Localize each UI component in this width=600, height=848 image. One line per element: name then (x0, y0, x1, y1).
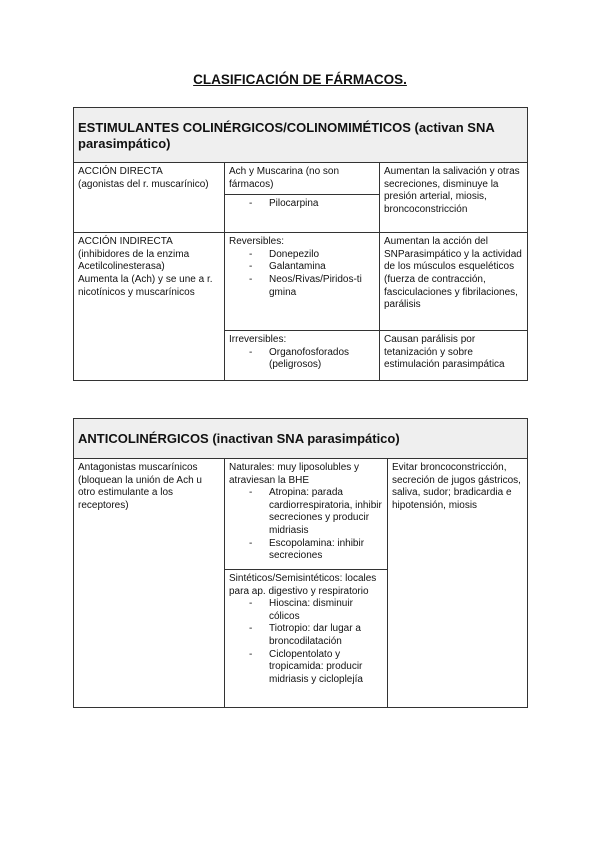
anticolinergicos-table (73, 418, 528, 708)
anticolinergicos-effect-cell: Evitar broncoconstricción, secreción de jugos gástricos, saliva, sudor; bradicardia e hipotensión, miosis (388, 459, 528, 708)
reversibles-cell (225, 233, 380, 331)
accion-directa-label: ACCIÓN DIRECTA (78, 166, 163, 177)
drug-item: - Organofosforados (peligrosos) (229, 347, 375, 372)
sinteticos-drug-list (229, 598, 383, 686)
drug-item: - Pilocarpina (229, 198, 375, 211)
directa-drugs-cell (225, 195, 380, 233)
page-title: CLASIFICACIÓN DE FÁRMACOS. (193, 72, 407, 87)
drug-item: - Tiotropio: dar lugar a broncodilatación (229, 623, 383, 648)
accion-indirecta-desc: (inhibidores de la enzima Acetilcolinesterasa) (78, 248, 190, 273)
accion-directa-desc: (agonistas del r. muscarínico) (78, 178, 209, 190)
estimulantes-header: ESTIMULANTES COLINÉRGICOS/COLINOMIMÉTICOS (activan SNA parasimpático) (74, 108, 528, 163)
irreversibles-cell (225, 331, 380, 381)
irreversibles-drug-list (229, 347, 375, 372)
reversibles-drug-list (229, 249, 375, 299)
accion-indirecta-cell (74, 233, 225, 381)
accion-directa-cell (74, 163, 225, 233)
naturales-cell (225, 459, 388, 570)
directa-effect-cell: Aumentan la salivación y otras secreciones, disminuye la presión arterial, miosis, broncoconstricción (380, 163, 528, 233)
reversibles-label: Reversibles: (229, 236, 285, 248)
naturales-label: Naturales: muy liposolubles y atraviesan la BHE (229, 462, 360, 486)
antagonistas-cell: Antagonistas muscarínicos (bloquean la unión de Ach u otro estimulante a los receptores) (74, 459, 225, 708)
accion-indirecta-label: ACCIÓN INDIRECTA (78, 236, 173, 248)
drug-item: - Escopolamina: inhibir secreciones (229, 538, 383, 563)
irreversibles-effect-cell: Causan parálisis por tetanización y sobre estimulación parasimpática (380, 331, 528, 381)
drug-item: - Galantamina (229, 261, 375, 274)
accion-indirecta-desc2: Aumenta la (Ach) y se une a r. nicotínicos y muscarínicos (78, 273, 213, 298)
reversibles-effect-cell: Aumentan la acción del SNParasimpático y la actividad de los músculos esqueléticos (fuerza de contracción, fasciculaciones y fibrilaciones, parálisis (380, 233, 528, 331)
directa-receptor-cell: Ach y Muscarina (no son fármacos) (225, 163, 380, 195)
estimulantes-table (73, 107, 528, 381)
directa-drug-list (229, 198, 375, 211)
drug-item: - Hioscina: disminuir cólicos (229, 598, 383, 623)
naturales-drug-list (229, 487, 383, 563)
drug-item: - Ciclopentolato y tropicamida: producir midriasis y cicloplejía (229, 649, 383, 687)
anticolinergicos-header: ANTICOLINÉRGICOS (inactivan SNA parasimpático) (74, 419, 528, 459)
irreversibles-label: Irreversibles: (229, 334, 287, 346)
sinteticos-label: Sintéticos/Semisintéticos: locales para ap. digestivo y respiratorio (229, 573, 377, 597)
drug-item: - Atropina: parada cardiorrespiratoria, inhibir secreciones y producir midriasis (229, 487, 383, 537)
sinteticos-cell (225, 570, 388, 708)
drug-item: - Neos/Rivas/Piridos-ti gmina (229, 274, 375, 299)
drug-item: - Donepezilo (229, 249, 375, 262)
